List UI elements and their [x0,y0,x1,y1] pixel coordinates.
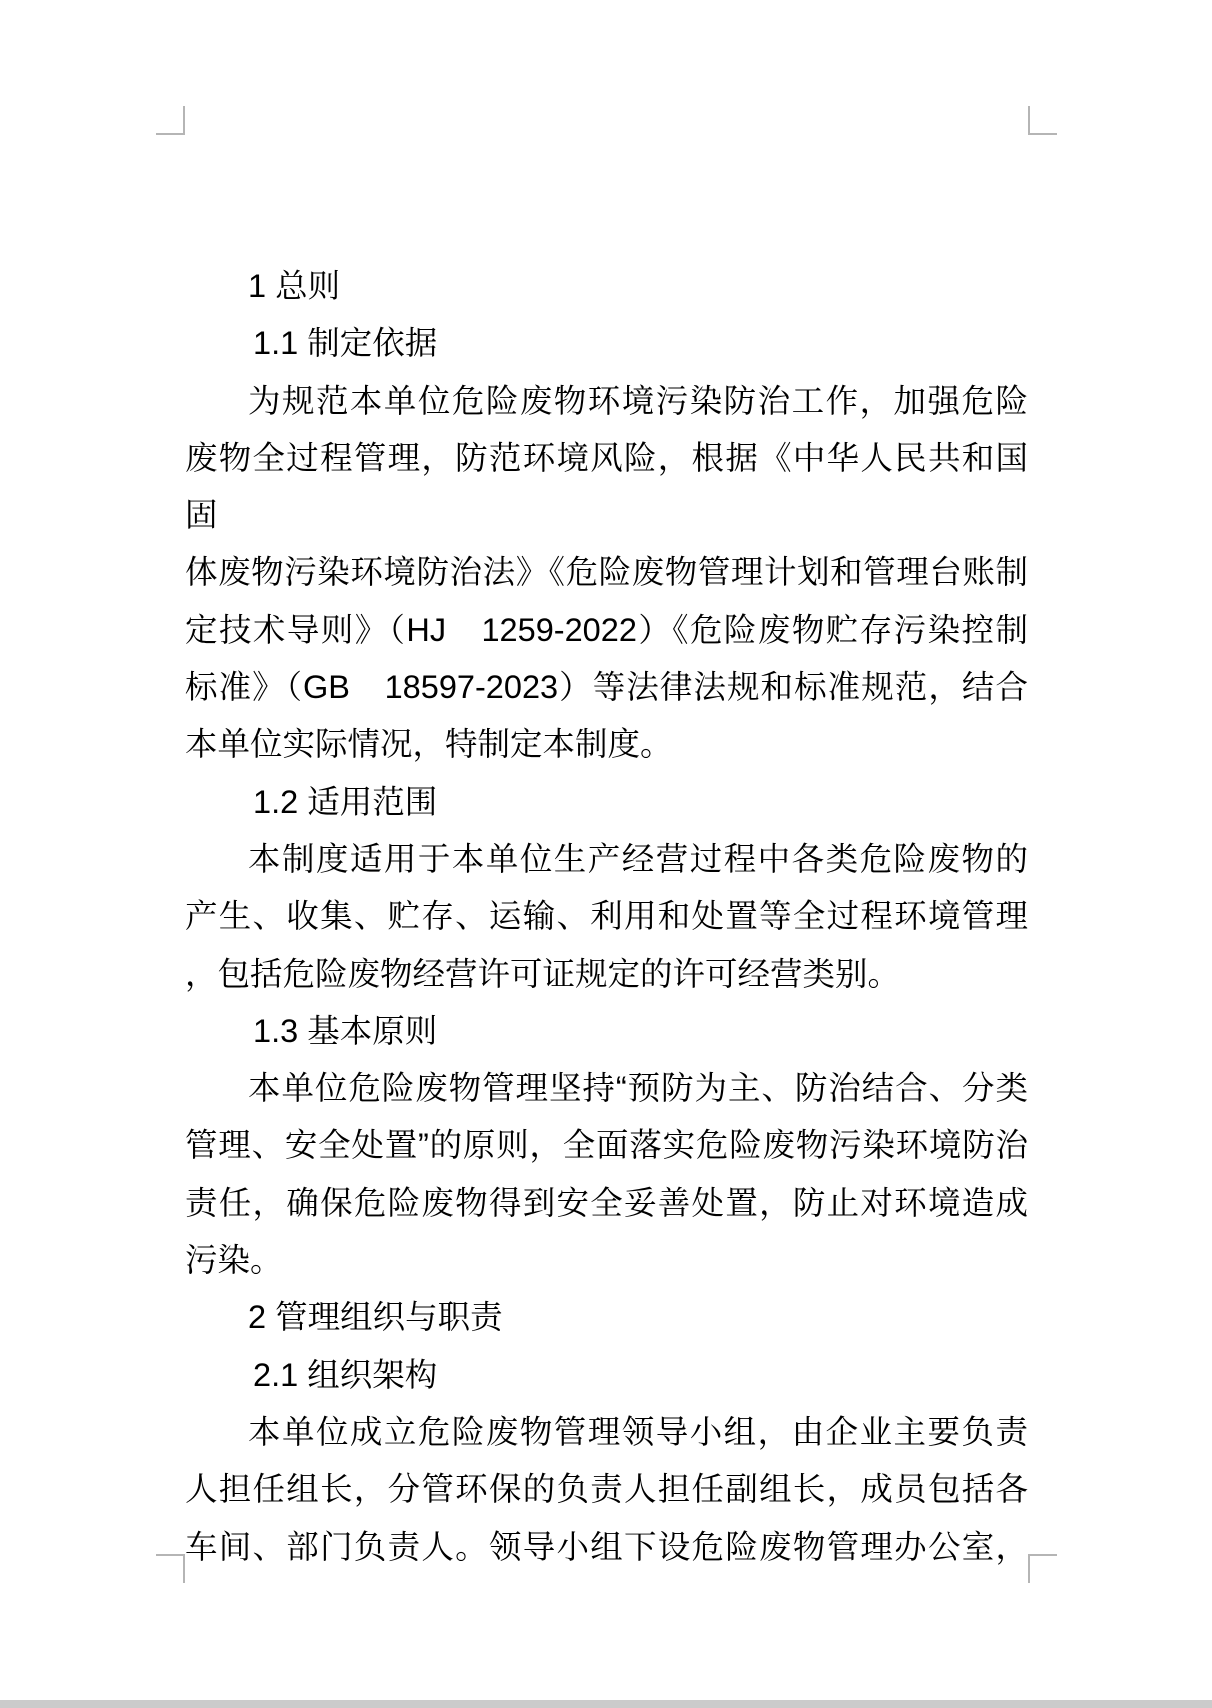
paragraph-line: 本单位成立危险废物管理领导小组，由企业主要负责 [248,1413,1028,1450]
paragraph-line: 废物全过程管理，防范环境风险，根据《中华人民共和国固 [185,439,1028,534]
paragraph-line: 责任，确保危险废物得到安全妥善处置，防止对环境造成 [185,1184,1028,1221]
paragraph-line: 为规范本单位危险废物环境污染防治工作，加强危险 [248,382,1028,419]
paragraph-line: 标准》（GB 18597-2023）等法律法规和标准规范，结合 [185,669,1028,706]
heading-line: 1 总则 [248,268,341,304]
paragraph-line: 污染。 [185,1242,283,1279]
crop-mark-top-right-icon [1028,106,1057,135]
heading-line: 1.1 制定依据 [253,325,438,362]
paragraph-line: 本制度适用于本单位生产经营过程中各类危险废物的 [248,840,1028,877]
paragraph-line: 本单位实际情况，特制定本制度。 [185,726,673,763]
paragraph-line: 车间、部门负责人。领导小组下设危险废物管理办公室， [185,1528,1028,1565]
paragraph-line: 本单位危险废物管理坚持“预防为主、防治结合、分类 [248,1070,1028,1107]
paragraph-line: 定技术导则》（HJ 1259-2022）《危险废物贮存污染控制 [185,611,1028,648]
paragraph-line: 体废物污染环境防治法》《危险废物管理计划和管理台账制 [185,554,1028,591]
heading-line: 2.1 组织架构 [253,1356,438,1393]
crop-mark-top-left-icon [156,106,185,135]
paragraph-line: 人担任组长，分管环保的负责人担任副组长，成员包括各 [185,1471,1028,1508]
heading-line: 2 管理组织与职责 [248,1299,503,1336]
crop-mark-bottom-left-icon [156,1554,185,1583]
paragraph-line: 产生、收集、贮存、运输、利用和处置等全过程环境管理 [185,898,1028,935]
document-text-body [185,258,1028,1576]
paragraph-line: 管理、安全处置”的原则，全面落实危险废物污染环境防治 [185,1127,1028,1164]
paragraph-line: ，包括危险废物经营许可证规定的许可经营类别。 [185,955,901,992]
crop-mark-bottom-right-icon [1028,1554,1057,1583]
heading-line: 1.3 基本原则 [253,1012,438,1049]
heading-line: 1.2 适用范围 [253,783,438,820]
page-bottom-edge [0,1700,1212,1708]
